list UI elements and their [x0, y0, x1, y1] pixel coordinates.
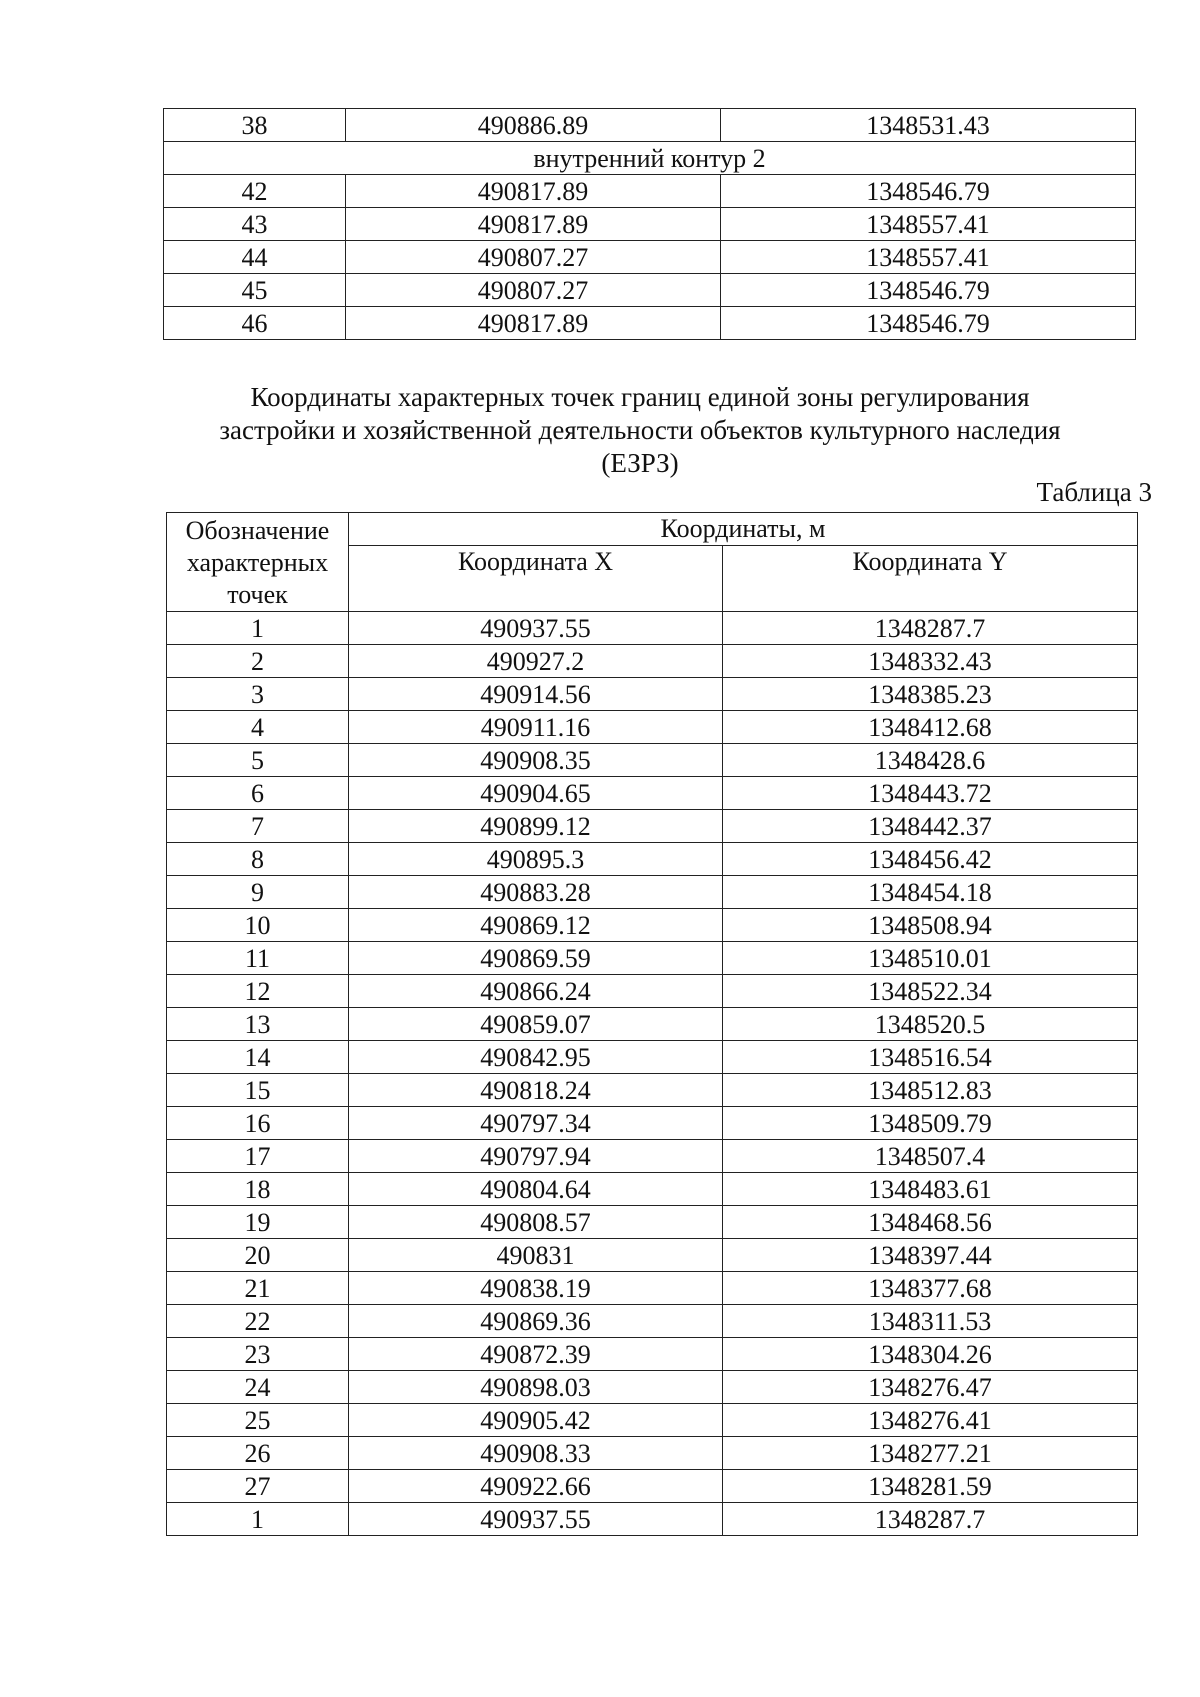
table-row: [167, 1272, 1138, 1305]
y-coordinate-cell: 1348385.23: [723, 678, 1138, 711]
y-coordinate-cell: 1348454.18: [723, 876, 1138, 909]
point-cell: 27: [167, 1470, 349, 1503]
x-coordinate-cell: 490808.57: [349, 1206, 723, 1239]
point-cell: 12: [167, 975, 349, 1008]
y-coordinate-cell: 1348546.79: [721, 307, 1136, 340]
point-cell: 14: [167, 1041, 349, 1074]
y-coordinate-cell: 1348412.68: [723, 711, 1138, 744]
y-coordinate-cell: 1348332.43: [723, 645, 1138, 678]
point-cell: 13: [167, 1008, 349, 1041]
table-row: [167, 843, 1138, 876]
x-coordinate-cell: 490797.94: [349, 1140, 723, 1173]
x-coordinate-cell: 490866.24: [349, 975, 723, 1008]
table-row: [167, 810, 1138, 843]
table-row: [167, 909, 1138, 942]
point-cell: 44: [164, 241, 346, 274]
point-cell: 20: [167, 1239, 349, 1272]
point-cell: 9: [167, 876, 349, 909]
x-coordinate-cell: 490883.28: [349, 876, 723, 909]
x-coordinate-cell: 490859.07: [349, 1008, 723, 1041]
y-coordinate-cell: 1348277.21: [723, 1437, 1138, 1470]
y-coordinate-cell: 1348397.44: [723, 1239, 1138, 1272]
point-cell: 18: [167, 1173, 349, 1206]
table-row: [167, 1239, 1138, 1272]
y-coordinate-cell: 1348442.37: [723, 810, 1138, 843]
point-cell: 11: [167, 942, 349, 975]
point-cell: 19: [167, 1206, 349, 1239]
table-row: [167, 744, 1138, 777]
table-row: [167, 1074, 1138, 1107]
y-coordinate-cell: 1348557.41: [721, 241, 1136, 274]
point-cell: 38: [164, 109, 346, 142]
y-coordinate-cell: 1348276.41: [723, 1404, 1138, 1437]
table-header-row: [167, 513, 1138, 546]
y-coordinate-cell: 1348510.01: [723, 942, 1138, 975]
table-row: [164, 175, 1136, 208]
table-row: [164, 307, 1136, 340]
table-row: [167, 975, 1138, 1008]
x-coordinate-cell: 490904.65: [349, 777, 723, 810]
table-row: [167, 1371, 1138, 1404]
table-row: [167, 1107, 1138, 1140]
point-cell: 23: [167, 1338, 349, 1371]
y-coordinate-cell: 1348557.41: [721, 208, 1136, 241]
x-coordinate-cell: 490899.12: [349, 810, 723, 843]
x-coordinate-cell: 490937.55: [349, 612, 723, 645]
y-coordinate-cell: 1348520.5: [723, 1008, 1138, 1041]
y-coordinate-cell: 1348311.53: [723, 1305, 1138, 1338]
point-cell: 4: [167, 711, 349, 744]
x-coordinate-cell: 490817.89: [346, 307, 721, 340]
table-row: [167, 876, 1138, 909]
header-coordinate-x: Координата X: [349, 546, 723, 612]
point-cell: 8: [167, 843, 349, 876]
section-row: [164, 142, 1136, 175]
header-point-designation: Обозначение характерных точек: [167, 513, 349, 612]
table-row: [167, 1041, 1138, 1074]
y-coordinate-cell: 1348531.43: [721, 109, 1136, 142]
x-coordinate-cell: 490908.35: [349, 744, 723, 777]
table-row: [167, 612, 1138, 645]
y-coordinate-cell: 1348287.7: [723, 612, 1138, 645]
y-coordinate-cell: 1348507.4: [723, 1140, 1138, 1173]
table-row: [167, 1404, 1138, 1437]
y-coordinate-cell: 1348304.26: [723, 1338, 1138, 1371]
table-row: [167, 678, 1138, 711]
table-row: [167, 1437, 1138, 1470]
point-cell: 24: [167, 1371, 349, 1404]
table-row: [167, 1338, 1138, 1371]
point-cell: 15: [167, 1074, 349, 1107]
point-cell: 25: [167, 1404, 349, 1437]
y-coordinate-cell: 1348546.79: [721, 274, 1136, 307]
x-coordinate-cell: 490914.56: [349, 678, 723, 711]
table-row: [167, 1008, 1138, 1041]
table-row: [167, 1305, 1138, 1338]
y-coordinate-cell: 1348281.59: [723, 1470, 1138, 1503]
top-coordinates-table: [163, 108, 1136, 340]
x-coordinate-cell: 490908.33: [349, 1437, 723, 1470]
x-coordinate-cell: 490927.2: [349, 645, 723, 678]
table-row: [167, 1470, 1138, 1503]
x-coordinate-cell: 490838.19: [349, 1272, 723, 1305]
point-cell: 26: [167, 1437, 349, 1470]
table-row: [164, 109, 1136, 142]
table-row: [167, 942, 1138, 975]
x-coordinate-cell: 490842.95: [349, 1041, 723, 1074]
table-row: [167, 1173, 1138, 1206]
x-coordinate-cell: 490817.89: [346, 208, 721, 241]
table-caption: Таблица 3: [1036, 477, 1152, 507]
y-coordinate-cell: 1348377.68: [723, 1272, 1138, 1305]
x-coordinate-cell: 490804.64: [349, 1173, 723, 1206]
point-cell: 6: [167, 777, 349, 810]
point-cell: 22: [167, 1305, 349, 1338]
table-row: [167, 711, 1138, 744]
x-coordinate-cell: 490807.27: [346, 274, 721, 307]
x-coordinate-cell: 490905.42: [349, 1404, 723, 1437]
point-cell: 16: [167, 1107, 349, 1140]
point-cell: 3: [167, 678, 349, 711]
table-row: [164, 241, 1136, 274]
x-coordinate-cell: 490869.12: [349, 909, 723, 942]
x-coordinate-cell: 490872.39: [349, 1338, 723, 1371]
table-row: [164, 208, 1136, 241]
x-coordinate-cell: 490807.27: [346, 241, 721, 274]
y-coordinate-cell: 1348276.47: [723, 1371, 1138, 1404]
x-coordinate-cell: 490895.3: [349, 843, 723, 876]
x-coordinate-cell: 490922.66: [349, 1470, 723, 1503]
y-coordinate-cell: 1348516.54: [723, 1041, 1138, 1074]
y-coordinate-cell: 1348509.79: [723, 1107, 1138, 1140]
heading-line-2: застройки и хозяйственной деятельности объектов культурного наследия: [219, 415, 1061, 445]
point-cell: 2: [167, 645, 349, 678]
table-row: [167, 777, 1138, 810]
x-coordinate-cell: 490911.16: [349, 711, 723, 744]
y-coordinate-cell: 1348468.56: [723, 1206, 1138, 1239]
x-coordinate-cell: 490797.34: [349, 1107, 723, 1140]
heading-line-3: (ЕЗРЗ): [601, 448, 679, 478]
y-coordinate-cell: 1348428.6: [723, 744, 1138, 777]
point-cell: 42: [164, 175, 346, 208]
point-cell: 21: [167, 1272, 349, 1305]
point-cell: 46: [164, 307, 346, 340]
y-coordinate-cell: 1348443.72: [723, 777, 1138, 810]
x-coordinate-cell: 490898.03: [349, 1371, 723, 1404]
x-coordinate-cell: 490869.36: [349, 1305, 723, 1338]
y-coordinate-cell: 1348483.61: [723, 1173, 1138, 1206]
x-coordinate-cell: 490817.89: [346, 175, 721, 208]
point-cell: 17: [167, 1140, 349, 1173]
header-coordinate-y: Координата Y: [723, 546, 1138, 612]
y-coordinate-cell: 1348546.79: [721, 175, 1136, 208]
point-cell: 10: [167, 909, 349, 942]
section-label: внутренний контур 2: [164, 142, 1136, 175]
table-row: [164, 274, 1136, 307]
header-coordinates: Координаты, м: [349, 513, 1138, 546]
table-row: [167, 645, 1138, 678]
ezrz-coordinates-table: [166, 512, 1138, 1536]
table-row: [167, 1206, 1138, 1239]
y-coordinate-cell: 1348287.7: [723, 1503, 1138, 1536]
y-coordinate-cell: 1348508.94: [723, 909, 1138, 942]
point-cell: 1: [167, 1503, 349, 1536]
point-cell: 45: [164, 274, 346, 307]
y-coordinate-cell: 1348456.42: [723, 843, 1138, 876]
table-row: [167, 1503, 1138, 1536]
table-row: [167, 1140, 1138, 1173]
x-coordinate-cell: 490886.89: [346, 109, 721, 142]
point-cell: 7: [167, 810, 349, 843]
heading-line-1: Координаты характерных точек границ единой зоны регулирования: [250, 382, 1030, 412]
y-coordinate-cell: 1348512.83: [723, 1074, 1138, 1107]
x-coordinate-cell: 490937.55: [349, 1503, 723, 1536]
point-cell: 43: [164, 208, 346, 241]
x-coordinate-cell: 490818.24: [349, 1074, 723, 1107]
point-cell: 5: [167, 744, 349, 777]
y-coordinate-cell: 1348522.34: [723, 975, 1138, 1008]
x-coordinate-cell: 490869.59: [349, 942, 723, 975]
point-cell: 1: [167, 612, 349, 645]
x-coordinate-cell: 490831: [349, 1239, 723, 1272]
